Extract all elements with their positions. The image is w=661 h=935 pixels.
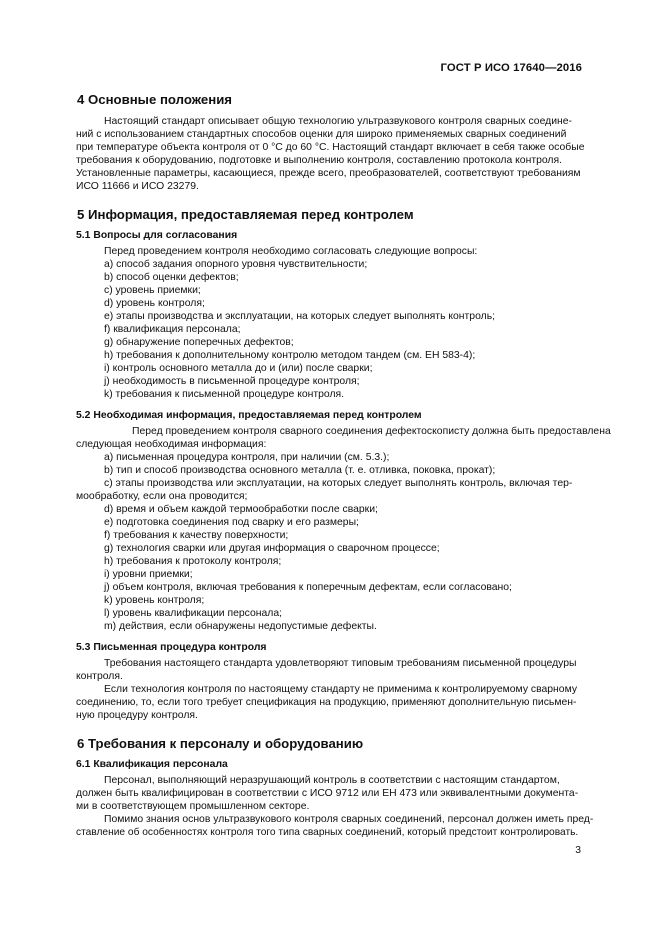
list-item-continuation: мообработку, если она проводится; — [76, 491, 248, 502]
text-line: Если технология контроля по настоящему стандарту не применима к контролируемому сварному — [104, 684, 578, 695]
list-item: f) требования к качеству поверхности; — [104, 530, 289, 541]
section-5-3-body — [76, 657, 582, 722]
text-line: Установленные параметры, касающиеся, прежде всего, преобразователей, соответствуют требованиям — [76, 168, 581, 179]
text-line: Помимо знания основ ультразвукового контроля сварных соединений, персонал должен иметь пред- — [104, 814, 594, 825]
list-item: b) тип и способ производства основного металла (т. е. отливка, поковка, прокат); — [104, 465, 496, 476]
list-item: a) способ задания опорного уровня чувствительности; — [104, 259, 368, 270]
text-line: ную процедуру контроля. — [76, 710, 198, 721]
list-item: h) требования к протоколу контроля; — [104, 556, 282, 567]
text-line: соединению, то, если того требует спецификация на продукцию, применяют дополнительную письмен- — [76, 697, 577, 708]
list-item: d) время и объем каждой термообработки после сварки; — [104, 504, 378, 515]
list-item: l) уровень квалификации персонала; — [104, 608, 282, 619]
standard-header: ГОСТ Р ИСО 17640—2016 — [440, 62, 582, 74]
text-line: ний с использованием стандартных способов оценки для широко применяемых сварных соединений — [76, 129, 567, 140]
text-line: Настоящий стандарт описывает общую технологию ультразвукового контроля сварных соедине- — [104, 116, 572, 127]
list-item: k) уровень контроля; — [104, 595, 205, 606]
page-number: 3 — [575, 845, 581, 856]
section-6-title: 6 Требования к персоналу и оборудованию — [77, 736, 364, 751]
list-intro: Перед проведением контроля необходимо согласовать следующие вопросы: — [104, 246, 478, 257]
text-line: должен быть квалифицирован в соответствии с ИСО 9712 или ЕН 473 или эквивалентными документа- — [76, 788, 579, 799]
section-5-2-title: 5.2 Необходимая информация, предоставляемая перед контролем — [76, 410, 422, 421]
section-5-3-title: 5.3 Письменная процедура контроля — [76, 642, 267, 653]
text-line: требования к оборудованию, подготовке и выполнению контроля, составлению протокола контроля. — [76, 155, 562, 166]
section-5-1-list — [76, 245, 582, 401]
document-body — [76, 92, 611, 839]
text-line: Персонал, выполняющий неразрушающий контроль в соответствии с настоящим стандартом, — [104, 775, 560, 786]
list-item: c) уровень приемки; — [104, 285, 201, 296]
text-line: контроля. — [76, 671, 123, 682]
list-item: d) уровень контроля; — [104, 298, 205, 309]
list-item: b) способ оценки дефектов; — [104, 272, 239, 283]
text-line: Перед проведением контроля сварного соединения дефектоскописту должна быть предоставлена — [132, 426, 611, 437]
section-4-paragraph — [76, 115, 585, 193]
list-item: k) требования к письменной процедуре контроля. — [104, 389, 345, 400]
text-line: следующая необходимая информация: — [76, 439, 267, 450]
text-line: ставление об особенностях контроля того типа сварных соединений, который предстоит контролировать. — [76, 827, 579, 838]
list-item: a) письменная процедура контроля, при наличии (см. 5.3.); — [104, 452, 390, 463]
list-item: j) необходимость в письменной процедуре контроля; — [104, 376, 360, 387]
list-item: c) этапы производства или эксплуатации, на которых следует выполнять контроль, включая тер- — [104, 478, 573, 489]
text-line: ми в соответствующем промышленном секторе. — [76, 801, 310, 812]
list-item: g) технология сварки или другая информация о сварочном процессе; — [104, 543, 440, 554]
section-5-1-title: 5.1 Вопросы для согласования — [76, 230, 238, 241]
list-item: e) этапы производства и эксплуатации, на которых следует выполнять контроль; — [104, 311, 495, 322]
list-item: e) подготовка соединения под сварку и его размеры; — [104, 517, 359, 528]
section-5-title: 5 Информация, предоставляемая перед контролем — [77, 207, 414, 222]
list-item: h) требования к дополнительному контролю методом тандем (см. ЕН 583-4); — [104, 350, 476, 361]
list-item: i) уровни приемки; — [104, 569, 193, 580]
section-4-title: 4 Основные положения — [77, 92, 232, 107]
list-item: f) квалификация персонала; — [104, 324, 241, 335]
text-line: при температуре объекта контроля от 0 °С до 60 °С. Настоящий стандарт включает в себя также особые — [76, 142, 585, 153]
list-item: j) объем контроля, включая требования к поперечным дефектам, если согласовано; — [104, 582, 512, 593]
section-6-1-title: 6.1 Квалификация персонала — [76, 759, 228, 770]
text-line: Требования настоящего стандарта удовлетворяют типовым требованиям письменной процедуры — [104, 658, 577, 669]
list-item: m) действия, если обнаружены недопустимые дефекты. — [104, 621, 377, 632]
section-6-1-body — [76, 774, 594, 839]
text-line: ИСО 11666 и ИСО 23279. — [76, 181, 199, 192]
list-item: g) обнаружение поперечных дефектов; — [104, 337, 294, 348]
list-item: i) контроль основного металла до и (или) после сварки; — [104, 363, 373, 374]
section-5-2-list — [76, 425, 611, 633]
